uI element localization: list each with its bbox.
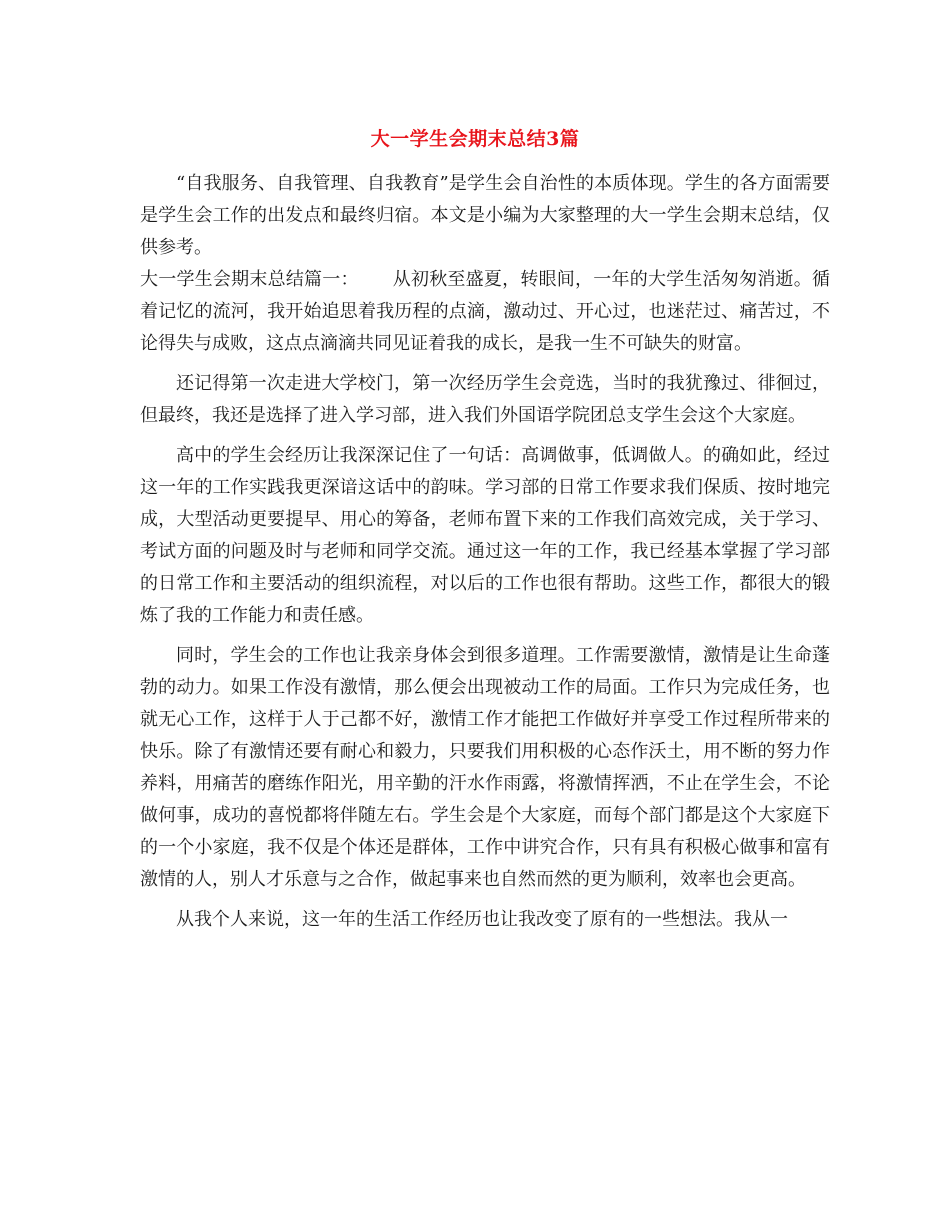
document-title: 大一学生会期末总结3篇 (370, 128, 580, 150)
body-paragraph: 从我个人来说，这一年的生活工作经历也让我改变了原有的一些想法。我从一 (176, 909, 788, 930)
document-body (140, 160, 830, 936)
section1-first-text: 从初秋至盛夏，转眼间，一年的大学生活匆匆消逝。循着记忆的流河，我开始追思着我历程的点滴，激动过、开心过，也迷茫过、痛苦过，不论得失与成败，这点点滴滴共同见证着我的成长，是我一生不可缺失的财富。 (140, 269, 831, 354)
intro-paragraph: “自我服务、自我管理、自我教育”是学生会自治性的本质体现。学生的各方面需要是学生会工作的出发点和最终归宿。本文是小编为大家整理的大一学生会期末总结，仅供参考。 (140, 173, 830, 258)
section1-heading: 大一学生会期末总结篇一： (140, 269, 359, 290)
section1-paragraph (140, 264, 830, 360)
body-paragraph: 同时，学生会的工作也让我亲身体会到很多道理。工作需要激情，激情是让生命蓬勃的动力。如果工作没有激情，那么便会出现被动工作的局面。工作只为完成任务，也就无心工作，这样于人于己都不好，激情工作才能把工作做好并享受工作过程所带来的快乐。除了有激情还要有耐心和毅力，只要我们用积极的心态作沃土，用不断的努力作养料，用痛苦的磨练作阳光，用辛勤的汗水作雨露，将激情挥洒，不止在学生会，不论做何事，成功的喜悦都将伴随左右。学生会是个大家庭，而每个部门都是这个大家庭下的一个小家庭，我不仅是个体还是群体，工作中讲究合作，只有具有积极心做事和富有激情的人，别人才乐意与之合作，做起事来也自然而然的更为顺利，效率也会更高。 (140, 645, 830, 890)
body-paragraph: 还记得第一次走进大学校门，第一次经历学生会竞选，当时的我犹豫过、徘徊过，但最终，我还是选择了进入学习部，进入我们外国语学院团总支学生会这个大家庭。 (140, 373, 830, 426)
body-paragraph: 高中的学生会经历让我深深记住了一句话：高调做事，低调做人。的确如此，经过这一年的工作实践我更深谙这话中的韵味。学习部的日常工作要求我们保质、按时地完成，大型活动更要提早、用心的筹备，老师布置下来的工作我们高效完成，关于学习、考试方面的问题及时与老师和同学交流。通过这一年的工作，我已经基本掌握了学习部的日常工作和主要活动的组织流程，对以后的工作也很有帮助。这些工作，都很大的锻炼了我的工作能力和责任感。 (140, 445, 830, 626)
